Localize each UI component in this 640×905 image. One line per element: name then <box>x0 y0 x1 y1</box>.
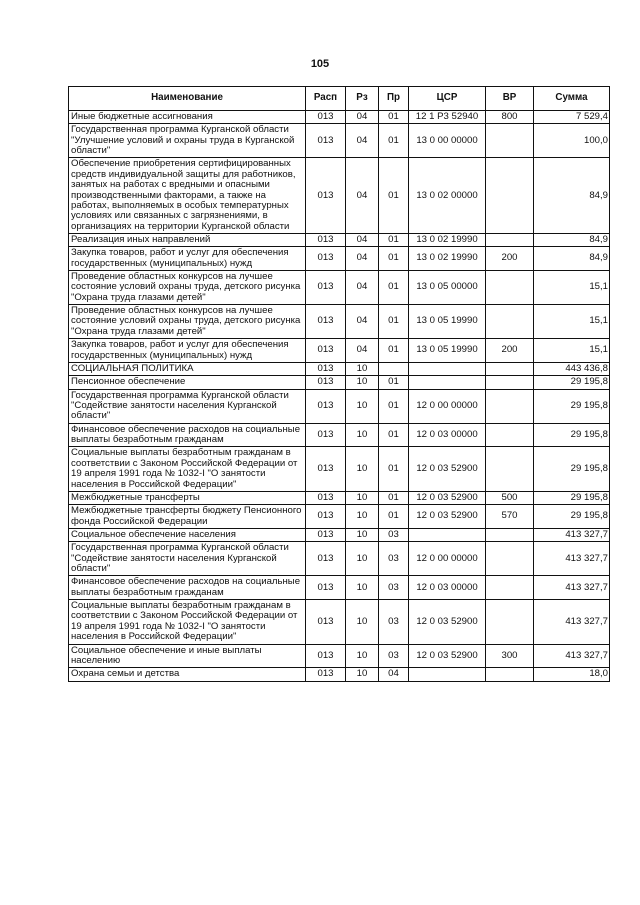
cell-csr: 12 0 03 00000 <box>409 423 486 447</box>
cell-sum: 443 436,8 <box>534 362 610 375</box>
cell-name: Финансовое обеспечение расходов на социальные выплаты безработным гражданам <box>69 576 306 600</box>
cell-csr: 12 0 00 00000 <box>409 542 486 576</box>
cell-sum: 84,9 <box>534 158 610 234</box>
table-row <box>69 576 610 600</box>
cell-sum: 29 195,8 <box>534 376 610 389</box>
cell-rasp: 013 <box>306 111 346 124</box>
cell-sum: 413 327,7 <box>534 576 610 600</box>
cell-rasp: 013 <box>306 233 346 246</box>
header-sum: Сумма <box>534 87 610 111</box>
cell-name: СОЦИАЛЬНАЯ ПОЛИТИКА <box>69 362 306 375</box>
page-number: 105 <box>310 58 330 70</box>
cell-vr <box>486 389 534 423</box>
cell-vr <box>486 668 534 681</box>
cell-rasp: 013 <box>306 158 346 234</box>
header-pr: Пр <box>379 87 409 111</box>
cell-name: Обеспечение приобретения сертифицированных средств индивидуальной защиты для работников, занятых на работах с вредными и опасными производственными факторами, а также на работах, выполняемых в особых температурных условиях или связанных с загрязнениями, в организациях на территории Курганской области <box>69 158 306 234</box>
cell-pr <box>379 362 409 375</box>
cell-csr: 13 0 02 19990 <box>409 247 486 271</box>
cell-name: Межбюджетные трансферты <box>69 491 306 504</box>
cell-csr: 13 0 00 00000 <box>409 124 486 158</box>
cell-vr <box>486 423 534 447</box>
cell-rz: 10 <box>346 376 379 389</box>
cell-pr: 03 <box>379 644 409 668</box>
cell-csr: 13 0 02 19990 <box>409 233 486 246</box>
cell-rz: 04 <box>346 305 379 339</box>
cell-name: Охрана семьи и детства <box>69 668 306 681</box>
cell-name: Социальные выплаты безработным гражданам в соответствии с Законом Российской Федерации от 19 апреля 1991 года № 1032-I "О занятости населения в Российской Федерации" <box>69 600 306 644</box>
cell-rasp: 013 <box>306 528 346 541</box>
cell-csr <box>409 668 486 681</box>
table-row <box>69 528 610 541</box>
cell-rasp: 013 <box>306 668 346 681</box>
cell-rz: 04 <box>346 247 379 271</box>
table-row <box>69 247 610 271</box>
cell-rasp: 013 <box>306 423 346 447</box>
cell-sum: 29 195,8 <box>534 389 610 423</box>
cell-rz: 10 <box>346 505 379 529</box>
cell-name: Государственная программа Курганской области "Содействие занятости населения Курганской области" <box>69 542 306 576</box>
cell-sum: 413 327,7 <box>534 542 610 576</box>
table-header-row <box>69 87 610 111</box>
cell-vr <box>486 376 534 389</box>
cell-csr <box>409 376 486 389</box>
cell-rz: 10 <box>346 491 379 504</box>
cell-pr: 03 <box>379 600 409 644</box>
cell-rasp: 013 <box>306 576 346 600</box>
cell-sum: 29 195,8 <box>534 423 610 447</box>
cell-sum: 100,0 <box>534 124 610 158</box>
cell-sum: 413 327,7 <box>534 600 610 644</box>
table-row <box>69 423 610 447</box>
cell-pr: 01 <box>379 376 409 389</box>
cell-vr <box>486 158 534 234</box>
cell-sum: 18,0 <box>534 668 610 681</box>
table-row <box>69 491 610 504</box>
table-row <box>69 644 610 668</box>
cell-rz: 04 <box>346 124 379 158</box>
table-row <box>69 376 610 389</box>
cell-name: Закупка товаров, работ и услуг для обеспечения государственных (муниципальных) нужд <box>69 247 306 271</box>
header-vr: ВР <box>486 87 534 111</box>
cell-csr <box>409 528 486 541</box>
cell-rz: 04 <box>346 158 379 234</box>
cell-name: Государственная программа Курганской области "Содействие занятости населения Курганской области" <box>69 389 306 423</box>
table-row <box>69 600 610 644</box>
cell-name: Финансовое обеспечение расходов на социальные выплаты безработным гражданам <box>69 423 306 447</box>
cell-csr: 13 0 02 00000 <box>409 158 486 234</box>
cell-sum: 84,9 <box>534 247 610 271</box>
table-row <box>69 111 610 124</box>
cell-name: Проведение областных конкурсов на лучшее состояние условий охраны труда, детского рисунка "Охрана труда глазами детей" <box>69 271 306 305</box>
cell-vr <box>486 362 534 375</box>
cell-rz: 10 <box>346 447 379 491</box>
cell-name: Государственная программа Курганской области "Улучшение условий и охраны труда в Курганской области" <box>69 124 306 158</box>
cell-vr <box>486 233 534 246</box>
cell-rasp: 013 <box>306 362 346 375</box>
cell-vr <box>486 124 534 158</box>
cell-pr: 01 <box>379 158 409 234</box>
cell-rasp: 013 <box>306 447 346 491</box>
cell-vr <box>486 305 534 339</box>
cell-pr: 01 <box>379 505 409 529</box>
cell-rasp: 013 <box>306 389 346 423</box>
cell-rz: 10 <box>346 389 379 423</box>
cell-rasp: 013 <box>306 542 346 576</box>
cell-csr: 13 0 05 19990 <box>409 305 486 339</box>
cell-sum: 29 195,8 <box>534 447 610 491</box>
cell-pr: 03 <box>379 576 409 600</box>
cell-sum: 29 195,8 <box>534 491 610 504</box>
header-rz: Рз <box>346 87 379 111</box>
cell-csr: 12 0 03 52900 <box>409 505 486 529</box>
cell-csr: 12 1 Р3 52940 <box>409 111 486 124</box>
cell-vr: 500 <box>486 491 534 504</box>
cell-rasp: 013 <box>306 247 346 271</box>
cell-pr: 01 <box>379 124 409 158</box>
cell-vr: 570 <box>486 505 534 529</box>
cell-vr: 300 <box>486 644 534 668</box>
cell-rz: 04 <box>346 339 379 363</box>
cell-vr <box>486 576 534 600</box>
table-row <box>69 362 610 375</box>
header-name: Наименование <box>69 87 306 111</box>
cell-rasp: 013 <box>306 505 346 529</box>
cell-sum: 413 327,7 <box>534 528 610 541</box>
table-row <box>69 233 610 246</box>
cell-rz: 10 <box>346 542 379 576</box>
cell-rz: 10 <box>346 576 379 600</box>
cell-name: Межбюджетные трансферты бюджету Пенсионного фонда Российской Федерации <box>69 505 306 529</box>
cell-csr <box>409 362 486 375</box>
table-row <box>69 271 610 305</box>
table-row <box>69 389 610 423</box>
cell-sum: 29 195,8 <box>534 505 610 529</box>
cell-csr: 12 0 03 52900 <box>409 491 486 504</box>
cell-name: Социальное обеспечение населения <box>69 528 306 541</box>
cell-pr: 01 <box>379 305 409 339</box>
cell-rasp: 013 <box>306 491 346 504</box>
cell-rz: 10 <box>346 528 379 541</box>
cell-sum: 15,1 <box>534 271 610 305</box>
cell-vr: 200 <box>486 247 534 271</box>
cell-rasp: 013 <box>306 124 346 158</box>
header-rasp: Расп <box>306 87 346 111</box>
cell-pr: 01 <box>379 271 409 305</box>
cell-csr: 13 0 05 00000 <box>409 271 486 305</box>
table-row <box>69 542 610 576</box>
cell-sum: 84,9 <box>534 233 610 246</box>
cell-sum: 15,1 <box>534 305 610 339</box>
cell-csr: 12 0 03 52900 <box>409 600 486 644</box>
cell-rz: 04 <box>346 233 379 246</box>
cell-rasp: 013 <box>306 271 346 305</box>
cell-sum: 7 529,4 <box>534 111 610 124</box>
cell-name: Реализация иных направлений <box>69 233 306 246</box>
cell-pr: 01 <box>379 423 409 447</box>
cell-rasp: 013 <box>306 600 346 644</box>
cell-pr: 01 <box>379 339 409 363</box>
table-row <box>69 158 610 234</box>
cell-rz: 10 <box>346 362 379 375</box>
cell-name: Иные бюджетные ассигнования <box>69 111 306 124</box>
cell-rz: 04 <box>346 111 379 124</box>
cell-csr: 12 0 03 52900 <box>409 644 486 668</box>
cell-vr <box>486 600 534 644</box>
cell-rz: 10 <box>346 423 379 447</box>
table-row <box>69 505 610 529</box>
header-csr: ЦСР <box>409 87 486 111</box>
cell-rz: 10 <box>346 644 379 668</box>
table-row <box>69 305 610 339</box>
cell-rasp: 013 <box>306 305 346 339</box>
cell-pr: 01 <box>379 389 409 423</box>
cell-rz: 04 <box>346 271 379 305</box>
cell-rz: 10 <box>346 668 379 681</box>
cell-rasp: 013 <box>306 644 346 668</box>
cell-sum: 15,1 <box>534 339 610 363</box>
cell-pr: 01 <box>379 491 409 504</box>
cell-name: Закупка товаров, работ и услуг для обеспечения государственных (муниципальных) нужд <box>69 339 306 363</box>
cell-pr: 03 <box>379 528 409 541</box>
table-row <box>69 124 610 158</box>
table-row <box>69 339 610 363</box>
cell-vr: 200 <box>486 339 534 363</box>
cell-vr <box>486 528 534 541</box>
cell-csr: 13 0 05 19990 <box>409 339 486 363</box>
cell-pr: 04 <box>379 668 409 681</box>
cell-csr: 12 0 03 52900 <box>409 447 486 491</box>
cell-pr: 01 <box>379 447 409 491</box>
cell-name: Социальное обеспечение и иные выплаты населению <box>69 644 306 668</box>
cell-csr: 12 0 03 00000 <box>409 576 486 600</box>
table-row <box>69 447 610 491</box>
cell-pr: 01 <box>379 233 409 246</box>
table-body <box>69 111 610 682</box>
cell-rasp: 013 <box>306 339 346 363</box>
cell-pr: 01 <box>379 247 409 271</box>
cell-csr: 12 0 00 00000 <box>409 389 486 423</box>
cell-vr: 800 <box>486 111 534 124</box>
cell-sum: 413 327,7 <box>534 644 610 668</box>
cell-name: Пенсионное обеспечение <box>69 376 306 389</box>
cell-name: Социальные выплаты безработным гражданам в соответствии с Законом Российской Федерации от 19 апреля 1991 года № 1032-I "О занятости населения в Российской Федерации" <box>69 447 306 491</box>
cell-name: Проведение областных конкурсов на лучшее состояние условий охраны труда, детского рисунка "Охрана труда глазами детей" <box>69 305 306 339</box>
table-row <box>69 668 610 681</box>
cell-vr <box>486 271 534 305</box>
cell-pr: 03 <box>379 542 409 576</box>
cell-vr <box>486 542 534 576</box>
cell-pr: 01 <box>379 111 409 124</box>
cell-vr <box>486 447 534 491</box>
cell-rasp: 013 <box>306 376 346 389</box>
budget-table <box>68 86 610 682</box>
cell-rz: 10 <box>346 600 379 644</box>
